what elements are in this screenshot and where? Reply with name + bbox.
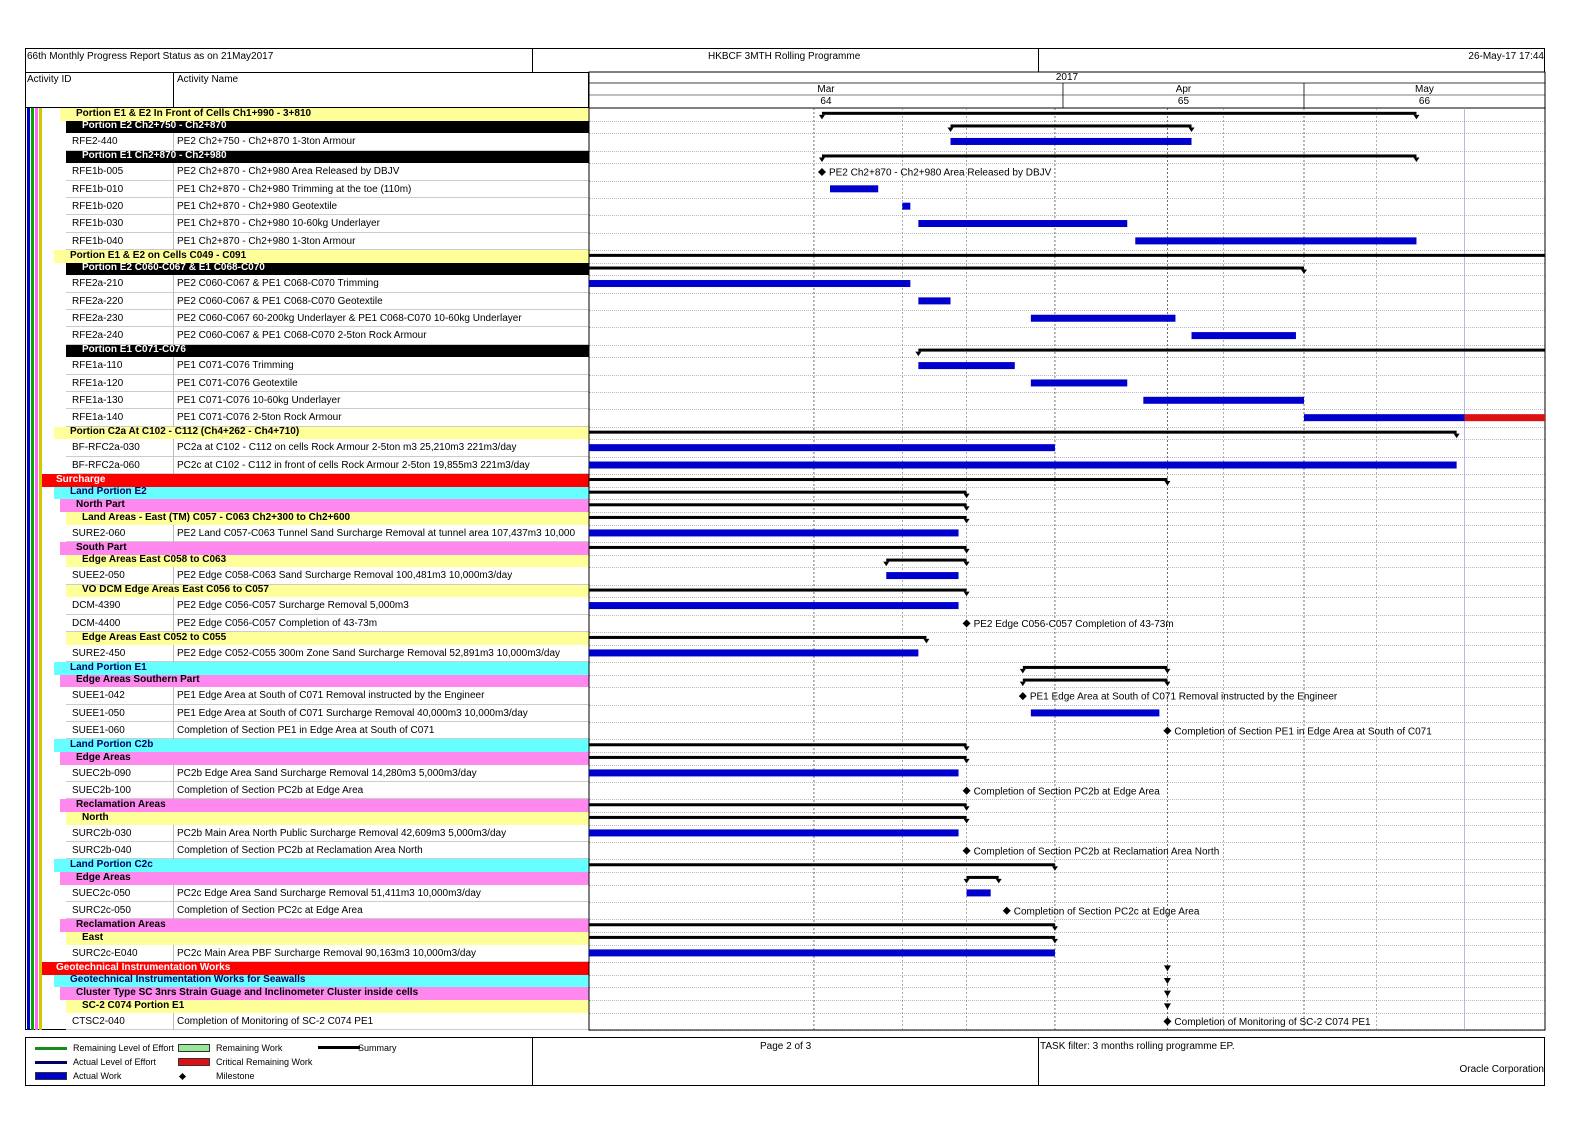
activity-id: RFE1b-005 xyxy=(72,166,124,178)
milestone-diamond xyxy=(1019,692,1027,700)
activity-name: PC2a at C102 - C112 on cells Rock Armour 2-5ton m3 25,210m3 221m3/day xyxy=(177,442,517,454)
actual-work-bar xyxy=(589,769,959,776)
summary-end-tick xyxy=(1164,481,1170,486)
task-filter: TASK filter: 3 months rolling programme EP. xyxy=(1040,1041,1235,1052)
summary-bar-body xyxy=(886,559,966,562)
summary-end-tick xyxy=(1454,434,1460,439)
milestone-label: Completion of Section PC2b at Reclamation Area North xyxy=(973,846,1220,858)
summary-bar-body xyxy=(589,516,967,519)
band-label: Edge Areas xyxy=(76,871,131,883)
legend-label: Summary xyxy=(358,1043,397,1053)
summary-bar xyxy=(883,559,969,567)
legend-swatch xyxy=(35,1061,67,1064)
col-activity-name: Activity Name xyxy=(177,74,239,85)
legend-label: Actual Work xyxy=(73,1071,122,1081)
week-label: 65 xyxy=(1177,96,1190,107)
activity-id: SUEE2-050 xyxy=(72,570,125,582)
activity-name: PE2 Edge C056-C057 Completion of 43-73m xyxy=(177,617,378,629)
summary-end-tick xyxy=(964,746,970,751)
critical-remaining-bar xyxy=(1465,414,1545,421)
activity-name: Completion of Section PC2c at Edge Area xyxy=(177,905,363,917)
summary-end-tick xyxy=(1164,669,1170,674)
summary-start-tick xyxy=(1020,682,1026,687)
activity-name: PE2 C060-C067 & PE1 C068-C070 Geotextile xyxy=(177,295,383,307)
activity-name: PE2 Land C057-C063 Tunnel Sand Surcharge Removal at tunnel area 107,437m3 10,000 xyxy=(177,527,576,539)
activity-id: SUEC2c-050 xyxy=(72,887,131,899)
activity-name: PE1 Edge Area at South of C071 Surcharge Removal 40,000m3 10,000m3/day xyxy=(177,707,528,719)
summary-bar-body xyxy=(1023,679,1168,682)
activity-name: PC2c Main Area PBF Surcharge Removal 90,163m3 10,000m3/day xyxy=(177,947,477,959)
summary-bar-body xyxy=(589,816,967,819)
activity-name: PE1 Ch2+870 - Ch2+980 1-3ton Armour xyxy=(177,235,356,247)
band-label: Geotechnical Instrumentation Works for Seawalls xyxy=(70,974,306,986)
actual-work-bar xyxy=(589,649,918,656)
milestone-diamond xyxy=(963,619,971,627)
activity-id: SURE2-450 xyxy=(72,647,126,659)
timescale-header xyxy=(589,72,1545,108)
milestone-label: Completion of Section PE1 in Edge Area at South of C071 xyxy=(1174,726,1432,738)
milestone-diamond xyxy=(963,787,971,795)
activity-id: RFE2-440 xyxy=(72,136,118,148)
summary-bar-body xyxy=(589,936,1055,939)
legend-swatch xyxy=(35,1072,67,1080)
band-label: Land Areas - East (TM) C057 - C063 Ch2+300 to Ch2+600 xyxy=(82,511,351,523)
activity-name: Completion of Section PE1 in Edge Area at South of C071 xyxy=(177,725,435,737)
band-label: Edge Areas East C058 to C063 xyxy=(82,554,227,566)
actual-work-bar xyxy=(1143,397,1304,404)
band-label: Edge Areas Southern Part xyxy=(76,674,200,686)
summary-bar-body xyxy=(951,124,1192,127)
band-label: East xyxy=(82,931,104,943)
actual-work-bar xyxy=(886,572,958,579)
summary-bar xyxy=(589,743,970,751)
activity-id: RFE2a-230 xyxy=(72,313,124,325)
activity-name: PE2 C060-C067 & PE1 C068-C070 Trimming xyxy=(177,278,379,290)
summary-bar-body xyxy=(822,154,1416,157)
summary-end-tick xyxy=(964,592,970,597)
legend-label: Actual Level of Effort xyxy=(73,1057,156,1067)
actual-work-bar xyxy=(918,362,1014,369)
summary-bar xyxy=(589,936,1058,944)
summary-end-tick xyxy=(1301,270,1307,275)
summary-bar-body xyxy=(967,876,999,879)
milestone-diamond xyxy=(963,847,971,855)
summary-end-tick xyxy=(964,519,970,524)
summary-bar xyxy=(1020,679,1171,687)
activity-id: DCM-4390 xyxy=(72,600,121,612)
summary-marker xyxy=(1164,978,1171,984)
summary-start-tick xyxy=(915,352,921,357)
band-label: Reclamation Areas xyxy=(76,798,166,810)
summary-end-tick xyxy=(1164,682,1170,687)
activity-id: RFE1a-110 xyxy=(72,360,123,372)
band-label: Portion E1 C071-C076 xyxy=(82,344,186,356)
milestone-label: Completion of Section PC2b at Edge Area xyxy=(973,786,1160,798)
actual-work-bar xyxy=(589,949,1055,956)
actual-work-bar xyxy=(589,280,910,287)
summary-end-tick xyxy=(964,819,970,824)
band-label: Surcharge xyxy=(56,473,106,485)
activity-name: PE2 Ch2+750 - Ch2+870 1-3ton Armour xyxy=(177,136,356,148)
summary-marker xyxy=(1164,1003,1171,1009)
summary-bar xyxy=(819,154,1419,162)
activity-id: CTSC2-040 xyxy=(72,1015,125,1027)
summary-start-tick xyxy=(948,127,954,132)
year-label: 2017 xyxy=(1055,72,1079,83)
summary-bar xyxy=(589,267,1307,275)
summary-bar-body xyxy=(589,546,967,549)
activity-id: RFE1a-130 xyxy=(72,395,124,407)
activity-name: PE2 C060-C067 & PE1 C068-C070 2-5ton Rock Armour xyxy=(177,330,427,342)
band-label: Land Portion C2b xyxy=(70,738,154,750)
legend-swatch xyxy=(318,1046,360,1049)
summary-bar xyxy=(589,254,1545,257)
summary-end-tick xyxy=(1413,157,1419,162)
activity-name: PE2 Ch2+870 - Ch2+980 Area Released by DBJV xyxy=(177,166,400,178)
summary-bar-body xyxy=(589,923,1055,926)
activity-id: SURC2b-030 xyxy=(72,827,132,839)
activity-id: RFE1b-020 xyxy=(72,200,124,212)
summary-end-tick xyxy=(923,639,929,644)
legend-label: Remaining Work xyxy=(216,1043,283,1053)
summary-end-tick xyxy=(964,759,970,764)
band-label: Land Portion C2c xyxy=(70,858,153,870)
programme-title: HKBCF 3MTH Rolling Programme xyxy=(708,51,861,62)
band-label: Geotechnical Instrumentation Works xyxy=(56,961,231,973)
actual-work-bar xyxy=(1031,709,1160,716)
summary-bar xyxy=(1020,666,1171,674)
gantt-grid xyxy=(589,108,1545,1030)
week-label: 64 xyxy=(820,96,832,107)
band-label: Portion E2 C060-C067 & E1 C068-C070 xyxy=(82,262,265,274)
band-label: Edge Areas xyxy=(76,751,131,763)
legend-swatch xyxy=(35,1047,67,1050)
summary-end-tick xyxy=(1052,866,1058,871)
band-label: Portion C2a At C102 - C112 (Ch4+262 - Ch4+710) xyxy=(70,426,300,438)
activity-id: SUEE1-042 xyxy=(72,690,125,702)
activity-id: DCM-4400 xyxy=(72,617,121,629)
activity-id: RFE1a-120 xyxy=(72,377,124,389)
summary-bar xyxy=(589,589,970,597)
milestone-label: Completion of Monitoring of SC-2 C074 PE1 xyxy=(1174,1016,1371,1028)
summary-bar-body xyxy=(1023,666,1168,669)
actual-work-bar xyxy=(1031,315,1176,322)
activity-id: RFE1b-040 xyxy=(72,235,124,247)
activity-id: SUEE1-060 xyxy=(72,725,125,737)
summary-bar-body xyxy=(589,636,926,639)
summary-bar xyxy=(948,124,1195,132)
summary-start-tick xyxy=(883,562,889,567)
activity-name: PE1 Ch2+870 - Ch2+980 10-60kg Underlayer xyxy=(177,218,380,230)
actual-work-bar xyxy=(589,444,1055,451)
band-label: SC-2 C074 Portion E1 xyxy=(82,999,185,1011)
summary-bar-body xyxy=(589,803,967,806)
activity-name: PE2 C060-C067 60-200kg Underlayer & PE1 C068-C070 10-60kg Underlayer xyxy=(177,313,522,325)
milestone-diamond xyxy=(1163,727,1171,735)
milestone-diamond xyxy=(1003,907,1011,915)
activity-id: RFE2a-220 xyxy=(72,295,124,307)
actual-work-bar xyxy=(1192,332,1296,339)
summary-end-tick xyxy=(996,879,1002,884)
activity-name: PE1 C071-C076 Trimming xyxy=(177,360,294,372)
band-label: Portion E1 & E2 on Cells C049 - C091 xyxy=(70,249,247,261)
milestone-label: PE2 Edge C056-C057 Completion of 43-73m xyxy=(973,618,1174,630)
activity-name: PE1 Ch2+870 - Ch2+980 Geotextile xyxy=(177,200,338,212)
summary-bar xyxy=(589,431,1460,439)
summary-bar xyxy=(589,923,1058,931)
band-label: North xyxy=(82,811,109,823)
milestone-label: Completion of Section PC2c at Edge Area xyxy=(1013,906,1200,918)
week-label: 66 xyxy=(1418,96,1431,107)
actual-work-bar xyxy=(830,185,878,192)
activity-id: RFE1a-140 xyxy=(72,412,124,424)
activity-id: SURC2c-050 xyxy=(72,905,131,917)
summary-bar-body xyxy=(589,254,1545,257)
actual-work-bar xyxy=(589,602,959,609)
activity-name: PE1 C071-C076 2-5ton Rock Armour xyxy=(177,412,342,424)
summary-bar xyxy=(589,478,1170,486)
activity-id: SURC2b-040 xyxy=(72,845,132,857)
report-title: 66th Monthly Progress Report Status as on 21May2017 xyxy=(27,51,274,62)
page-number: Page 2 of 3 xyxy=(760,1041,812,1052)
band-label: VO DCM Edge Areas East C056 to C057 xyxy=(82,584,269,596)
activity-id: SUEC2b-100 xyxy=(72,785,131,797)
company-name: Oracle Corporation xyxy=(1459,1064,1544,1075)
month-label: Apr xyxy=(1175,84,1192,95)
activity-id: SURC2c-E040 xyxy=(72,947,138,959)
summary-bar xyxy=(589,636,929,644)
band-label: Edge Areas East C052 to C055 xyxy=(82,631,227,643)
legend-swatch xyxy=(178,1058,210,1066)
band-label: Portion E1 & E2 In Front of Cells Ch1+990 - 3+810 xyxy=(76,107,312,119)
summary-bar-body xyxy=(589,589,967,592)
activity-name: PE1 C071-C076 10-60kg Underlayer xyxy=(177,395,341,407)
month-label: Mar xyxy=(817,84,835,95)
actual-work-bar xyxy=(1135,237,1416,244)
summary-start-tick xyxy=(819,157,825,162)
actual-work-bar xyxy=(918,220,1127,227)
summary-bar xyxy=(589,491,970,499)
actual-work-bar xyxy=(1031,379,1127,386)
activity-name: PE1 Ch2+870 - Ch2+980 Trimming at the toe (110m) xyxy=(177,183,412,195)
summary-bar-body xyxy=(589,863,1055,866)
summary-bar xyxy=(589,546,970,554)
band-label: Reclamation Areas xyxy=(76,918,166,930)
actual-work-bar xyxy=(1304,414,1465,421)
summary-bar-body xyxy=(589,743,967,746)
actual-work-bar xyxy=(589,462,1457,469)
activity-id: RFE1b-010 xyxy=(72,183,124,195)
summary-bar xyxy=(589,803,970,811)
legend-label: Milestone xyxy=(216,1071,255,1081)
summary-end-tick xyxy=(964,549,970,554)
summary-bar-body xyxy=(589,478,1167,481)
activity-id: SUEC2b-090 xyxy=(72,767,131,779)
col-activity-id: Activity ID xyxy=(27,74,72,85)
gantt-frame xyxy=(589,108,1545,1030)
activity-name: PE2 Edge C052-C055 300m Zone Sand Surcharge Removal 52,891m3 10,000m3/day xyxy=(177,647,561,659)
activity-id: RFE2a-210 xyxy=(72,278,124,290)
summary-bar xyxy=(589,816,970,824)
band-label: Portion E2 Ch2+750 - Ch2+870 xyxy=(82,120,227,132)
summary-end-tick xyxy=(964,806,970,811)
summary-bar-body xyxy=(589,491,967,494)
milestone-diamond xyxy=(1163,1017,1171,1025)
milestone-label: PE2 Ch2+870 - Ch2+980 Area Released by DBJV xyxy=(828,167,1052,179)
legend-swatch xyxy=(178,1044,210,1052)
summary-bar xyxy=(819,112,1419,120)
activity-id: BF-RFC2a-030 xyxy=(72,442,140,454)
actual-work-bar xyxy=(918,297,950,304)
summary-end-tick xyxy=(1189,127,1195,132)
summary-bar-body xyxy=(589,756,967,759)
month-label: May xyxy=(1415,84,1434,95)
summary-bar xyxy=(915,349,1545,357)
activity-name: PC2c at C102 - C112 in front of cells Rock Armour 2-5ton 19,855m3 221m3/day xyxy=(177,459,530,471)
activity-name: PE2 Edge C058-C063 Sand Surcharge Removal 100,481m3 10,000m3/day xyxy=(177,570,513,582)
summary-bar xyxy=(589,756,970,764)
summary-bar xyxy=(589,503,970,511)
milestone-diamond xyxy=(818,168,826,176)
band-label: Cluster Type SC 3nrs Strain Guage and Inclinometer Cluster inside cells xyxy=(76,986,419,998)
summary-end-tick xyxy=(964,506,970,511)
activity-id: RFE1b-030 xyxy=(72,218,124,230)
summary-end-tick xyxy=(1052,926,1058,931)
summary-bar-body xyxy=(589,267,1304,270)
legend-label: Remaining Level of Effort xyxy=(73,1043,174,1053)
report-datetime: 26-May-17 17:44 xyxy=(1468,51,1544,62)
summary-bar-body xyxy=(589,431,1457,434)
activity-id: SURE2-060 xyxy=(72,527,126,539)
milestone-label: PE1 Edge Area at South of C071 Removal instructed by the Engineer xyxy=(1029,691,1338,703)
summary-start-tick xyxy=(819,115,825,120)
summary-bar-body xyxy=(822,112,1416,115)
band-label: South Part xyxy=(76,541,127,553)
activity-name: PC2b Edge Area Sand Surcharge Removal 14,280m3 5,000m3/day xyxy=(177,767,477,779)
activity-id: RFE2a-240 xyxy=(72,330,124,342)
band-label: North Part xyxy=(76,498,125,510)
summary-start-tick xyxy=(964,879,970,884)
summary-end-tick xyxy=(964,494,970,499)
summary-bar xyxy=(589,516,970,524)
summary-end-tick xyxy=(964,562,970,567)
actual-work-bar xyxy=(967,889,991,896)
band-label: Land Portion E1 xyxy=(70,661,147,673)
actual-work-bar xyxy=(589,829,959,836)
activity-name: Completion of Section PC2b at Reclamation Area North xyxy=(177,845,423,857)
band-label: Land Portion E2 xyxy=(70,486,147,498)
summary-start-tick xyxy=(1020,669,1026,674)
summary-bar xyxy=(964,876,1002,884)
activity-name: PC2c Edge Area Sand Surcharge Removal 51,411m3 10,000m3/day xyxy=(177,887,481,899)
summary-end-tick xyxy=(1052,939,1058,944)
activity-id: BF-RFC2a-060 xyxy=(72,459,140,471)
legend-label: Critical Remaining Work xyxy=(216,1057,313,1067)
actual-work-bar xyxy=(589,529,959,536)
summary-bar-body xyxy=(589,503,967,506)
activity-name: PE1 Edge Area at South of C071 Removal instructed by the Engineer xyxy=(177,690,485,702)
summary-end-tick xyxy=(1413,115,1419,120)
activity-id: SUEE1-050 xyxy=(72,707,125,719)
summary-bar-body xyxy=(918,349,1545,352)
band-label: Portion E1 Ch2+870 - Ch2+980 xyxy=(82,150,227,162)
summary-bar xyxy=(589,863,1058,871)
summary-marker xyxy=(1164,965,1171,971)
summary-marker xyxy=(1164,991,1171,997)
actual-work-bar xyxy=(902,203,910,210)
actual-work-bar xyxy=(951,138,1192,145)
activity-name: PC2b Main Area North Public Surcharge Removal 42,609m3 5,000m3/day xyxy=(177,827,507,839)
activity-name: PE1 C071-C076 Geotextile xyxy=(177,377,298,389)
activity-name: Completion of Monitoring of SC-2 C074 PE1 xyxy=(177,1015,374,1027)
activity-name: PE2 Edge C056-C057 Surcharge Removal 5,000m3 xyxy=(177,600,409,612)
activity-name: Completion of Section PC2b at Edge Area xyxy=(177,785,364,797)
